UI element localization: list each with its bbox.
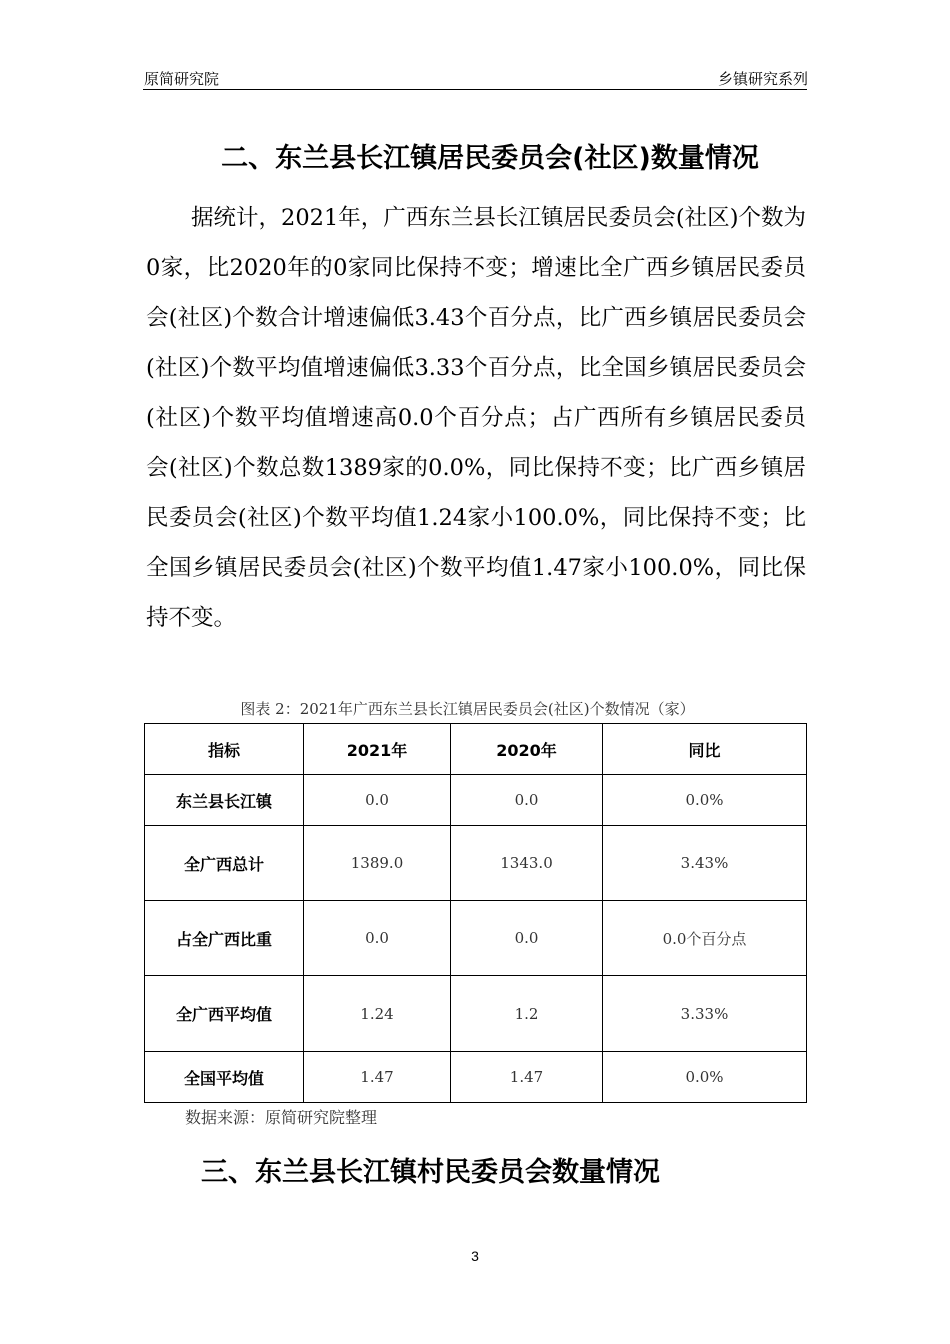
header-right-text: 乡镇研究系列 — [717, 70, 808, 88]
cell-yoy: 3.43% — [603, 826, 807, 901]
page-number: 3 — [471, 1248, 479, 1264]
cell-2021: 0.0 — [304, 901, 451, 976]
column-header-2020: 2020年 — [451, 724, 603, 775]
cell-yoy: 0.0% — [603, 1052, 807, 1103]
column-header-2021: 2021年 — [304, 724, 451, 775]
data-table — [144, 723, 807, 1103]
row-label: 全国平均值 — [145, 1052, 304, 1103]
cell-yoy: 0.0个百分点 — [603, 901, 807, 976]
table-row — [145, 1052, 807, 1103]
table-row — [145, 775, 807, 826]
cell-2020: 0.0 — [451, 901, 603, 976]
cell-yoy: 0.0% — [603, 775, 807, 826]
table-caption-text: 图表 2：2021年广西东兰县长江镇居民委员会(社区)个数情况（家） — [240, 700, 695, 718]
cell-2021: 1.47 — [304, 1052, 451, 1103]
data-source-note: 数据来源：原简研究院整理 — [185, 1108, 378, 1127]
section-3-heading: 三、东兰县长江镇村民委员会数量情况 — [201, 1157, 660, 1188]
column-header-yoy: 同比 — [603, 724, 807, 775]
cell-2021: 0.0 — [304, 775, 451, 826]
cell-2020: 1.2 — [451, 976, 603, 1052]
cell-yoy: 3.33% — [603, 976, 807, 1052]
table-row — [145, 826, 807, 901]
row-label: 占全广西比重 — [145, 901, 304, 976]
section-2-heading: 二、东兰县长江镇居民委员会(社区)数量情况 — [221, 143, 759, 174]
section-2-paragraph: 据统计，2021年，广西东兰县长江镇居民委员会(社区)个数为0家，比2020年的0家同比保持不变；增速比全广西乡镇居民委员会(社区)个数合计增速偏低3.43个百分点，比广西乡镇居民委员会(社区)个数平均值增速偏低3.33个百分点，比全国乡镇居民委员会(社区)个数平均值增速高0.0个百分点；占广西所有乡镇居民委员会(社区)个数总数1389家的0.0%，同比保持不变；比广西乡镇居民委员会(社区)个数平均值1.24家小100.0%，同比保持不变；比全国乡镇居民委员会(社区)个数平均值1.47家小100.0%，同比保持不变。 — [146, 205, 806, 631]
cell-2021: 1389.0 — [304, 826, 451, 901]
cell-2021: 1.24 — [304, 976, 451, 1052]
cell-2020: 1.47 — [451, 1052, 603, 1103]
table-header-row — [145, 724, 807, 775]
cell-2020: 0.0 — [451, 775, 603, 826]
row-label: 全广西总计 — [145, 826, 304, 901]
column-header-indicator: 指标 — [145, 724, 304, 775]
table-row — [145, 901, 807, 976]
table-caption — [0, 698, 950, 719]
header-left-text: 原简研究院 — [144, 70, 220, 88]
table-row — [145, 976, 807, 1052]
row-label: 东兰县长江镇 — [145, 775, 304, 826]
cell-2020: 1343.0 — [451, 826, 603, 901]
header-divider — [143, 89, 807, 90]
row-label: 全广西平均值 — [145, 976, 304, 1052]
